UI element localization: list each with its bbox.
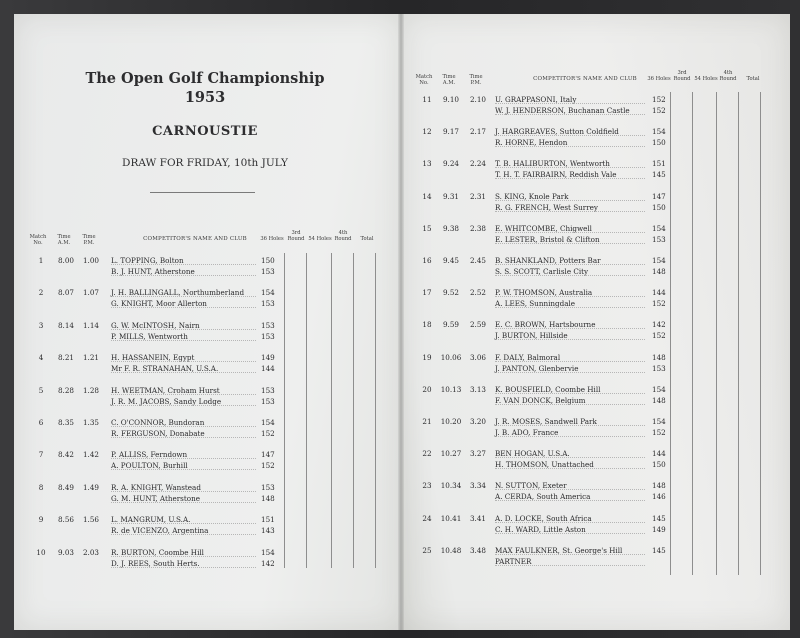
score-36-holes: 150 [652,138,666,148]
score-36-holes: 148 [652,352,666,362]
header-4th-round: 4th Round [719,70,737,82]
match-number: 16 [422,256,432,265]
competitor-name: S. KING, Knole Park [495,191,569,201]
tee-time-pm: 2.45 [469,256,486,265]
column-rule [306,253,307,568]
score-36-holes: 145 [652,513,666,523]
competitor-name: C. O'CONNOR, Bundoran [111,418,205,427]
dotted-leader [111,360,256,362]
tee-time-am: 8.07 [57,288,74,298]
tee-time-am: 10.48 [440,545,462,555]
competitor-name: H. THOMSON, Unattached [495,460,594,470]
score-36-holes: 154 [652,384,666,394]
score-36-holes: 153 [261,396,275,406]
match-number: 2 [38,288,44,298]
dotted-leader [495,532,645,534]
competitor-name: D. J. REES, South Herts. [111,558,200,568]
tee-time-am: 10.27 [440,449,462,459]
dotted-leader [111,339,256,341]
competitor-name: BEN HOGAN, U.S.A. [495,449,570,459]
tee-time-pm: 2.17 [469,127,486,137]
dotted-leader [495,210,645,212]
match-number: 25 [422,545,432,555]
score-36-holes: 144 [652,288,666,298]
score-36-holes: 147 [261,450,275,460]
header-54-holes: 54 Holes [694,76,718,82]
competitor-name: L. MANGRUM, U.S.A. [111,515,191,525]
competitor-name: J. R. M. JACOBS, Sandy Lodge [111,396,222,406]
column-rule [670,92,671,575]
competitor-name: B. J. HUNT, Atherstone [111,267,195,276]
dotted-leader [111,555,256,557]
score-36-holes: 145 [652,545,666,555]
competitor-name: U. GRAPPASONI, Italy [495,95,577,104]
dotted-leader [495,488,645,490]
tee-time-am: 8.56 [57,515,74,525]
competitor-name: R. BURTON, Coombe Hill [111,547,204,557]
score-36-holes: 154 [652,417,666,426]
competitor-name: J. H. BALLINGALL, Northumberland [111,288,245,298]
tee-time-am: 9.45 [442,256,459,265]
column-rule [284,253,285,568]
score-36-holes: 154 [652,127,666,137]
header-3rd-round: 3rd Round [287,230,305,242]
score-36-holes: 150 [261,256,275,265]
match-number: 14 [422,191,432,201]
match-number: 13 [422,159,432,169]
header-time-am: Time A.M. [442,74,456,86]
venue-heading: CARNOUSTIE [152,124,258,139]
score-36-holes: 154 [261,418,275,427]
page-fold [398,14,404,630]
dotted-leader [495,199,645,201]
score-36-holes: 148 [652,267,666,276]
score-36-holes: 152 [652,331,666,341]
competitor-name: B. SHANKLAND, Potters Bar [495,256,601,265]
competitor-name: R. G. FRENCH, West Surrey [495,202,598,212]
dotted-leader [495,134,645,136]
header-3rd-round: 3rd Round [673,70,691,82]
score-36-holes: 152 [652,299,666,309]
dotted-leader [495,521,645,523]
dotted-leader [495,102,645,104]
column-rule [331,253,332,568]
score-36-holes: 153 [652,363,666,373]
dotted-leader [495,177,645,179]
match-number: 12 [422,127,432,137]
score-36-holes: 149 [261,353,275,363]
dotted-leader [495,435,645,437]
score-36-holes: 153 [261,320,275,330]
dotted-leader [495,424,645,426]
dotted-leader [111,436,256,438]
score-36-holes: 152 [652,95,666,104]
dotted-leader [111,533,256,535]
header-time-pm: Time P.M. [469,74,483,86]
competitor-name: J. B. ADO, France [495,428,559,437]
document-title: The Open Golf Championship [85,70,325,87]
dotted-leader [495,263,645,265]
dotted-leader [495,360,645,362]
dotted-leader [495,327,645,329]
competitor-name: G. KNIGHT, Moor Allerton [111,299,207,309]
score-36-holes: 144 [652,449,666,459]
tee-time-pm: 2.38 [469,223,486,233]
dotted-leader [111,328,256,330]
competitor-name: R. HORNE, Hendon [495,138,568,148]
dotted-leader [495,553,645,555]
tee-time-am: 9.17 [442,127,459,137]
dotted-leader [495,295,645,297]
header-total: Total [360,236,374,242]
competitor-name: P. MILLS, Wentworth [111,331,188,341]
header-36-holes: 36 Holes [647,76,671,82]
tee-time-am: 9.52 [442,288,459,298]
dotted-leader [111,468,256,470]
column-rule [353,253,354,568]
competitor-name: E. WHITCOMBE, Chigwell [495,223,592,233]
dotted-leader [495,403,645,405]
match-number: 23 [422,481,432,491]
competitor-name: J. BURTON, Hillside [495,331,568,341]
score-36-holes: 144 [261,364,275,374]
match-number: 15 [422,223,432,233]
match-number: 24 [422,513,432,523]
dotted-leader [495,113,645,115]
score-36-holes: 153 [261,385,275,395]
tee-time-pm: 2.03 [82,547,99,557]
dotted-leader [111,306,256,308]
header-54-holes: 54 Holes [308,236,332,242]
tee-time-pm: 3.27 [469,449,486,459]
dotted-leader [495,166,645,168]
score-36-holes: 142 [652,320,666,330]
draw-subtitle: DRAW FOR FRIDAY, 10th JULY [122,157,288,169]
tee-time-pm: 2.31 [469,191,486,201]
dotted-leader [495,242,645,244]
dotted-leader [495,231,645,233]
competitor-name: J. R. MOSES, Sandwell Park [495,417,597,426]
header-match-no: Match No. [415,74,433,86]
tee-time-pm: 1.00 [82,256,99,265]
header-time-am: Time A.M. [57,234,71,246]
match-number: 4 [38,353,44,363]
column-rule [716,92,717,575]
tee-time-pm: 3.06 [469,352,486,362]
match-number: 10 [36,547,46,557]
header-time-pm: Time P.M. [82,234,96,246]
tee-time-pm: 1.07 [82,288,99,298]
match-number: 3 [38,320,44,330]
score-36-holes: 154 [652,223,666,233]
header-36-holes: 36 Holes [260,236,284,242]
dotted-leader [495,456,645,458]
tee-time-am: 10.20 [440,417,462,426]
tee-time-pm: 3.41 [469,513,486,523]
tee-time-am: 10.34 [440,481,462,491]
competitor-name: T. H. T. FAIRBAIRN, Reddish Vale [495,170,617,180]
competitor-name: F. DALY, Balmoral [495,352,561,362]
competitor-name: Mr F. R. STRANAHAN, U.S.A. [111,364,219,374]
score-36-holes: 150 [652,460,666,470]
title-divider [150,192,255,193]
tee-time-am: 8.42 [57,450,74,460]
score-36-holes: 152 [652,106,666,115]
dotted-leader [111,263,256,265]
score-36-holes: 149 [652,524,666,534]
score-36-holes: 150 [652,202,666,212]
match-number: 7 [38,450,44,460]
tee-time-am: 9.38 [442,223,459,233]
dotted-leader [495,467,645,469]
match-number: 11 [422,95,432,104]
score-36-holes: 153 [261,331,275,341]
tee-time-am: 9.59 [442,320,459,330]
header-total: Total [746,76,760,82]
match-number: 17 [422,288,432,298]
match-number: 18 [422,320,432,330]
competitor-name: J. PANTON, Glenbervie [495,363,579,373]
tee-time-am: 10.41 [440,513,462,523]
dotted-leader [111,457,256,459]
dotted-leader [495,145,645,147]
score-36-holes: 148 [261,493,275,503]
dotted-leader [111,566,256,568]
match-number: 21 [422,417,432,426]
competitor-name: R. FERGUSON, Donabate [111,429,205,438]
score-36-holes: 142 [261,558,275,568]
score-36-holes: 154 [652,256,666,265]
competitor-name: R. A. KNIGHT, Wanstead [111,482,201,492]
dotted-leader [111,295,256,297]
dotted-leader [111,425,256,427]
competitor-name: H. WEETMAN, Croham Hurst [111,385,220,395]
tee-time-am: 8.28 [57,385,74,395]
tee-time-am: 10.13 [440,384,462,394]
competitor-name: F. VAN DONCK, Belgium [495,395,586,405]
competitor-name: N. SUTTON, Exeter [495,481,567,491]
dotted-leader [495,564,645,566]
competitor-name: E. C. BROWN, Hartsbourne [495,320,596,330]
tee-time-pm: 1.42 [82,450,99,460]
score-36-holes: 153 [652,234,666,244]
tee-time-am: 9.10 [442,95,459,104]
dotted-leader [495,306,645,308]
tee-time-pm: 1.56 [82,515,99,525]
tee-time-am: 9.31 [442,191,459,201]
tee-time-am: 8.49 [57,482,74,492]
score-36-holes: 146 [652,492,666,502]
match-number: 20 [422,384,432,394]
tee-time-pm: 2.59 [469,320,486,330]
score-36-holes: 153 [261,482,275,492]
competitor-name: H. HASSANEIN, Egypt [111,353,195,363]
dotted-leader [111,404,256,406]
dotted-leader [111,522,256,524]
tee-time-pm: 1.35 [82,418,99,427]
match-number: 22 [422,449,432,459]
tee-time-pm: 1.28 [82,385,99,395]
dotted-leader [495,338,645,340]
score-36-holes: 145 [652,170,666,180]
competitor-name: K. BOUSFIELD, Coombe Hill [495,384,601,394]
tee-time-pm: 3.20 [469,417,486,426]
tee-time-pm: 3.48 [469,545,486,555]
competitor-name: A. D. LOCKE, South Africa [495,513,592,523]
match-number: 1 [38,256,44,265]
header-competitor: COMPETITOR'S NAME AND CLUB [533,76,637,82]
competitor-name: E. LESTER, Bristol & Clifton [495,234,600,244]
column-rule [375,253,376,568]
competitor-name: L. TOPPING, Bolton [111,256,184,265]
competitor-name: PARTNER [495,556,532,566]
competitor-name: J. HARGREAVES, Sutton Coldfield [495,127,619,137]
competitor-name: C. H. WARD, Little Aston [495,524,586,534]
match-number: 8 [38,482,44,492]
tee-time-am: 10.06 [440,352,462,362]
dotted-leader [495,274,645,276]
competitor-name: G. M. HUNT, Atherstone [111,493,200,503]
tee-time-am: 8.21 [57,353,74,363]
column-rule [760,92,761,575]
score-36-holes: 151 [261,515,275,525]
competitor-name: W. J. HENDERSON, Buchanan Castle [495,106,630,115]
dotted-leader [495,499,645,501]
score-36-holes: 147 [652,191,666,201]
score-36-holes: 154 [261,547,275,557]
tee-time-pm: 2.24 [469,159,486,169]
header-4th-round: 4th Round [334,230,352,242]
dotted-leader [111,490,256,492]
column-rule [692,92,693,575]
score-36-holes: 148 [652,395,666,405]
dotted-leader [111,274,256,276]
score-36-holes: 148 [652,481,666,491]
competitor-name: MAX FAULKNER, St. George's Hill [495,545,623,555]
tee-time-pm: 3.34 [469,481,486,491]
tee-time-pm: 1.21 [82,353,99,363]
score-36-holes: 152 [652,428,666,437]
tee-time-pm: 2.52 [469,288,486,298]
dotted-leader [111,501,256,503]
competitor-name: A. LEES, Sunningdale [495,299,576,309]
competitor-name: S. S. SCOTT, Carlisle City [495,267,589,276]
tee-time-pm: 1.49 [82,482,99,492]
tee-time-am: 8.14 [57,320,74,330]
competitor-name: P. ALLISS, Ferndown [111,450,188,460]
match-number: 6 [38,418,44,427]
tee-time-am: 8.35 [57,418,74,427]
header-match-no: Match No. [29,234,47,246]
score-36-holes: 151 [652,159,666,169]
match-number: 19 [422,352,432,362]
tee-time-pm: 3.13 [469,384,486,394]
tee-time-am: 8.00 [57,256,74,265]
score-36-holes: 153 [261,267,275,276]
competitor-name: P. W. THOMSON, Australia [495,288,593,298]
tee-time-pm: 2.10 [469,95,486,104]
header-competitor: COMPETITOR'S NAME AND CLUB [143,236,247,242]
competitor-name: A. POULTON, Burhill [111,461,188,471]
dotted-leader [495,371,645,373]
score-36-holes: 154 [261,288,275,298]
score-36-holes: 143 [261,526,275,536]
tee-time-pm: 1.14 [82,320,99,330]
dotted-leader [111,371,256,373]
match-number: 9 [38,515,44,525]
competitor-name: T. B. HALIBURTON, Wentworth [495,159,610,169]
score-36-holes: 153 [261,299,275,309]
score-36-holes: 152 [261,429,275,438]
dotted-leader [495,392,645,394]
tee-time-am: 9.03 [57,547,74,557]
tee-time-am: 9.24 [442,159,459,169]
competitor-name: A. CERDA, South America [495,492,591,502]
competitor-name: R. de VICENZO, Argentina [111,526,209,536]
score-36-holes: 152 [261,461,275,471]
column-rule [738,92,739,575]
document-year: 1953 [184,89,226,106]
match-number: 5 [38,385,44,395]
competitor-name: G. W. McINTOSH, Nairn [111,320,200,330]
dotted-leader [111,393,256,395]
